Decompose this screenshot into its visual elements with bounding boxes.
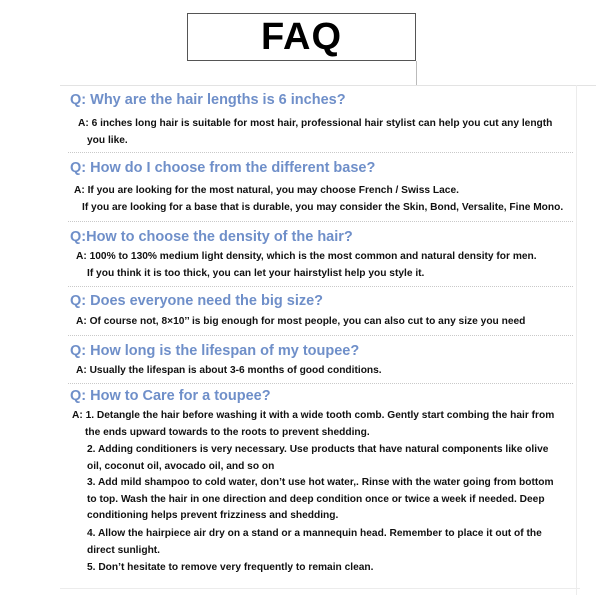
faq-answer-line: 5. Don’t hesitate to remove very frequently to remain clean. bbox=[87, 562, 374, 573]
faq-question-density: Q:How to choose the density of the hair? bbox=[70, 229, 353, 245]
faq-divider bbox=[68, 383, 573, 384]
page-border-bottom bbox=[60, 588, 580, 589]
page-border-right bbox=[576, 85, 577, 595]
faq-answer-line: to top. Wash the hair in one direction and deep condition once or twice a week if needed. Deep bbox=[87, 494, 545, 505]
faq-answer-line: A: If you are looking for the most natural, you may choose French / Swiss Lace. bbox=[74, 185, 459, 196]
faq-answer-line: the ends upward towards to the roots to prevent shedding. bbox=[85, 427, 370, 438]
faq-answer-line: direct sunlight. bbox=[87, 545, 161, 556]
title-connector-line bbox=[416, 61, 417, 85]
faq-answer-line: If you think it is too thick, you can let your hairstylist help you style it. bbox=[87, 268, 425, 279]
faq-question-size: Q: Does everyone need the big size? bbox=[70, 293, 324, 309]
faq-divider bbox=[68, 335, 573, 336]
faq-question-base: Q: How do I choose from the different base? bbox=[70, 160, 376, 176]
faq-answer-line: oil, coconut oil, avocado oil, and so on bbox=[87, 461, 275, 472]
faq-answer-line: If you are looking for a base that is durable, you may consider the Skin, Bond, Versalite, Fine Mono. bbox=[82, 202, 564, 213]
faq-question-hair-length: Q: Why are the hair lengths is 6 inches? bbox=[70, 92, 346, 108]
faq-answer-line: A: 6 inches long hair is suitable for most hair, professional hair stylist can help you cut any length bbox=[78, 118, 553, 129]
faq-divider bbox=[68, 152, 573, 153]
faq-answer-line: you like. bbox=[87, 135, 128, 146]
faq-divider bbox=[68, 221, 573, 222]
faq-answer-line: 4. Allow the hairpiece air dry on a stand or a mannequin head. Remember to place it out of the bbox=[87, 528, 542, 539]
faq-answer-line: A: Usually the lifespan is about 3-6 months of good conditions. bbox=[76, 365, 382, 376]
faq-answer-line: A: 1. Detangle the hair before washing it with a wide tooth comb. Gently start combing the hair from bbox=[72, 410, 555, 421]
faq-answer-line: 2. Adding conditioners is very necessary. Use products that have natural components like olive bbox=[87, 444, 549, 455]
faq-answer-line: 3. Add mild shampoo to cold water, don’t use hot water,. Rinse with the water going from bottom bbox=[87, 477, 554, 488]
faq-answer-line: A: Of course not, 8×10’’ is big enough for most people, you can also cut to any size you need bbox=[76, 316, 526, 327]
faq-question-lifespan: Q: How long is the lifespan of my toupee? bbox=[70, 343, 360, 359]
faq-divider bbox=[68, 286, 573, 287]
page-title: FAQ bbox=[260, 15, 343, 58]
faq-answer-line: conditioning helps prevent frizziness and shedding. bbox=[87, 510, 339, 521]
faq-title-box bbox=[187, 13, 416, 61]
page-border-top bbox=[60, 85, 596, 86]
faq-question-care: Q: How to Care for a toupee? bbox=[70, 388, 271, 404]
faq-answer-line: A: 100% to 130% medium light density, which is the most common and natural density for men. bbox=[76, 251, 537, 262]
